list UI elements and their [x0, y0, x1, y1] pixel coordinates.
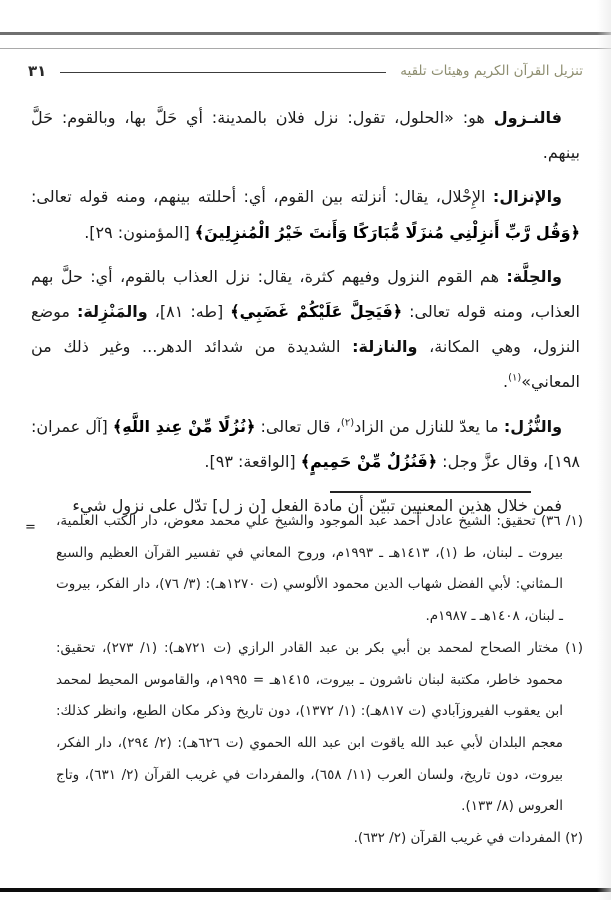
text-segment: ما يعدّ للنازل من الزاد [354, 416, 504, 436]
quran-verse: ﴿نُزُلًا مِّنْ عِندِ اللَّهِ﴾ [112, 416, 256, 436]
page-header [28, 62, 583, 80]
footnotes-section [25, 506, 583, 855]
text-segment: هم القوم النزول وفيهم كثرة، يقال: نزل العذاب بالقوم، أي: حلَّ بهم العذاب، ومنه قوله تعالى: [31, 266, 580, 321]
footnote-2: (٢) المفردات في غريب القرآن (٢/ ٦٣٢). [353, 830, 583, 847]
bold-term: والإنزال: [492, 187, 562, 207]
header-rule [60, 72, 386, 73]
footnote-separator [330, 491, 531, 493]
quran-verse: ﴿فَيَحِلَّ عَلَيْكُمْ غَضَبِي﴾ [230, 301, 403, 321]
top-border-line [0, 32, 611, 35]
footnote-ref-2: (٢) [340, 417, 355, 429]
text-segment: . [502, 372, 509, 392]
paragraph-nuzl-definition [31, 409, 580, 479]
text-segment: ، قال تعالى: [255, 416, 341, 436]
quran-verse: ﴿وَقُل رَّبِّ أَنزِلْنِي مُنزَلًا مُّبَارَكًا وَأَنتَ خَيْرُ الْمُنزِلِينَ﴾ [194, 222, 580, 242]
text-segment: فمن خلال هذين المعنيين تبيّن أن مادة الفعل [ن ز ل] تدّل على نزول شيء [72, 495, 562, 515]
paragraph-nuzul-definition [31, 100, 580, 170]
footnote-continuation: (١/ ٣٦) تحقيق: الشيخ عادل أحمد عبد الموجود والشيخ علي محمد معوض، دار الكتب العلمية، بيروت ـ لبنان، ط (١)، ١٤١٣هـ ـ ١٩٩٣م، وروح المعاني في تفسير القرآن العظيم والسبع الـمثاني: لأبي الفضل شهاب الدين محمود الألوسي (ت ١٢٧٠هـ): (٣/ ٧٦)، دار الفكر، بيروت ـ لبنان، ١٤٠٨هـ ـ ١٩٨٧م. [56, 513, 583, 625]
text-segment: هو: «الحلول، تقول: نزل فلان بالمدينة: أي حَلَّ بها، وبالقوم: حَلَّ بينهم. [31, 108, 580, 163]
footnote-ref-1: (١) [508, 372, 522, 384]
paragraph-hilla-definition [31, 259, 580, 400]
page-number: ٣١ [28, 62, 47, 80]
bold-term: والنُّزُل: [503, 416, 563, 436]
verse-reference: [المؤمنون: ٢٩]. [84, 222, 195, 242]
bold-term: فالنـزول [493, 108, 562, 127]
text-segment: الشديدة من شدائد الدهر... وغير ذلك من المعاني» [31, 337, 580, 392]
bold-term: والنازلة: [352, 337, 418, 357]
text-segment: [آل عمران: ١٩٨]، وقال عزَّ وجل: [31, 416, 580, 471]
footnote-1: (١) مختار الصحاح لمحمد بن أبي بكر بن عبد القادر الرازي (ت ٧٢١هـ): (١/ ٢٧٣)، تحقيق: محمود خاطر، مكتبة لبنان ناشرون ـ بيروت، ١٤١٥هـ = ١٩٩٥م، والقاموس المحيط لمحمد ابن يعقوب الفيروزآبادي (ت ٨١٧هـ): (١/ ١٣٧٢)، دون تاريخ وذكر مكان الطبع، وانظر كذلك: معجم البلدان لأبي عبد الله ياقوت ابن عبد الله الحموي (ت ٦٢٦هـ): (٢/ ٢٩٤)، دار الفكر، بيروت، دون تاريخ، ولسان العرب (١١/ ٦٥٨)، والمفردات في غريب القرآن (٢/ ٦٣١)، وتاج العروس (٨/ ١٣٣). [56, 639, 583, 815]
bold-term: والمَنْزِلة: [76, 301, 148, 321]
running-title: تنزيل القرآن الكريم وهيئات تلقيه [400, 63, 583, 79]
body-text [31, 100, 580, 532]
continuation-mark: = [25, 520, 36, 535]
verse-reference: [طه: ٨١]، [147, 301, 231, 321]
quran-verse: ﴿فَنُزُلٌ مِّنْ حَمِيمٍ﴾ [300, 451, 438, 471]
bold-term: والحِلَّة: [506, 266, 562, 286]
text-segment: موضع النزول، وهي المكانة، [31, 301, 580, 357]
top-border-line-thin [0, 48, 611, 49]
text-segment: الإِحْلال، يقال: أنزلته بين القوم، أي: أحللته بينهم، ومنه قوله تعالى: [31, 187, 493, 207]
paragraph-inzal-definition [31, 179, 580, 249]
bottom-border-line [0, 888, 611, 892]
page-edge-shade [597, 0, 611, 900]
verse-reference: [الواقعة: ٩٣]. [204, 451, 301, 471]
